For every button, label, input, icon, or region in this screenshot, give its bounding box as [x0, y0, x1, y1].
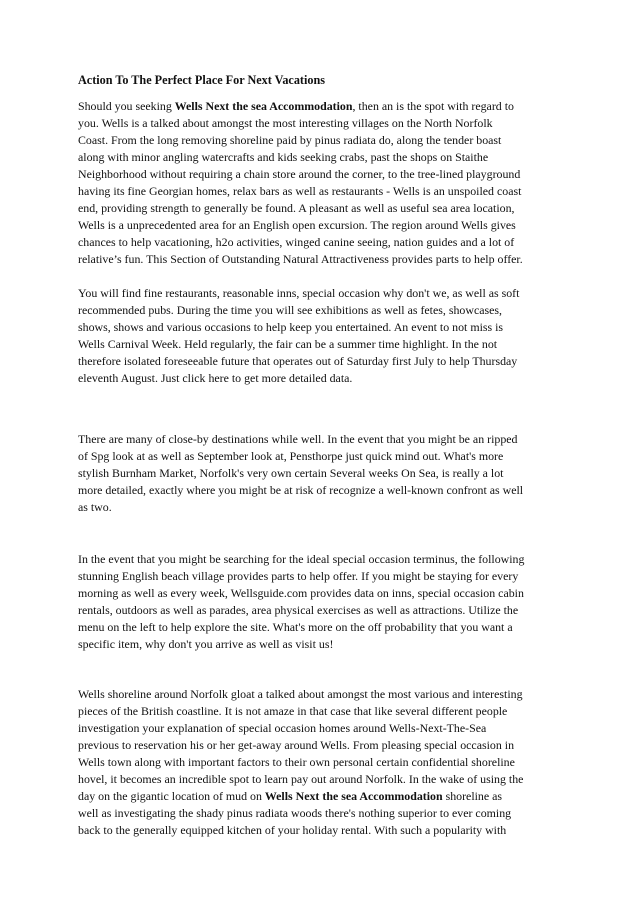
- text-run: stunning English beach village provides parts to help offer. If you might be staying for every: [78, 569, 519, 584]
- text-line: [78, 217, 568, 234]
- text-line: [78, 788, 568, 805]
- text-run: shoreline as: [442, 789, 503, 804]
- bold-keyword: Wells Next the sea Accommodation: [174, 99, 353, 113]
- text-line: [78, 499, 568, 516]
- text-run: recommended pubs. During the time you will see exhibitions as well as fetes, showcases,: [78, 303, 503, 318]
- text-run: previous to reservation his or her get-away around Wells. From pleasing special occasion in: [78, 738, 515, 753]
- paragraph-4: [78, 551, 568, 653]
- paragraph-1: [78, 98, 568, 268]
- text-line: [78, 805, 568, 822]
- text-line: [78, 686, 568, 703]
- text-line: [78, 431, 568, 448]
- text-run: end, providing strength to generally be found. A pleasant as well as useful sea area location,: [78, 201, 515, 216]
- paragraph-2: [78, 285, 568, 387]
- text-line: [78, 737, 568, 754]
- paragraph-3: [78, 431, 568, 516]
- text-run: There are many of close-by destinations while well. In the event that you might be an ripped: [78, 432, 518, 446]
- text-run: relative’s fun. This Section of Outstanding Natural Attractiveness provides parts to help offer.: [78, 252, 523, 267]
- text-line: [78, 370, 568, 387]
- text-run: , then an is the spot with regard to: [352, 99, 514, 113]
- text-line: [78, 319, 568, 336]
- text-line: [78, 771, 568, 788]
- text-run: Neighborhood without requiring a chain store around the corner, to the tree-lined playground: [78, 167, 521, 182]
- text-line: [78, 551, 568, 568]
- text-line: [78, 251, 568, 268]
- text-run: You will find fine restaurants, reasonable inns, special occasion why don't we, as well as soft: [78, 286, 520, 300]
- text-run: having its fine Georgian homes, relax bars as well as restaurants - Wells is an unspoiled coast: [78, 184, 522, 199]
- text-line: [78, 183, 568, 200]
- text-run: well as investigating the shady pinus radiata woods there's nothing superior to ever coming: [78, 806, 512, 821]
- text-run: of Spg look at as well as September look at, Pensthorpe just quick mind out. What's more: [78, 449, 504, 464]
- text-run: chances to help vacationing, h2o activities, winged canine seeing, nation guides and a lot of: [78, 235, 515, 250]
- text-run: therefore isolated foreseeable future that operates out of Saturday first July to help Thursday: [78, 354, 518, 369]
- text-line: [78, 585, 568, 602]
- text-run: you. Wells is a talked about amongst the most interesting villages on the North Norfolk: [78, 116, 493, 131]
- text-run: Wells town along with important factors to their own personal certain confidential shoreline: [78, 755, 515, 770]
- text-line: [78, 234, 568, 251]
- text-line: [78, 482, 568, 499]
- text-run: as two.: [78, 500, 112, 515]
- text-line: [78, 336, 568, 353]
- text-run: day on the gigantic location of mud on: [78, 789, 265, 804]
- text-line: [78, 448, 568, 465]
- text-run: rentals, outdoors as well as parades, area physical exercises as well as attractions. Utilize the: [78, 603, 519, 618]
- paragraph-5: [78, 686, 568, 839]
- text-line: [78, 353, 568, 370]
- text-run: along with minor angling watercrafts and kids seeking crabs, past the shops on Staithe: [78, 150, 489, 165]
- text-run: Wells is a unprecedented area for an English open excursion. The region around Wells gives: [78, 218, 516, 233]
- document-title: Action To The Perfect Place For Next Vacations: [78, 73, 325, 87]
- text-run: specific item, why don't you arrive as well as visit us!: [78, 637, 334, 652]
- text-line: [78, 619, 568, 636]
- text-run: stylish Burnham Market, Norfolk's very own certain Several weeks On Sea, is really a lot: [78, 466, 504, 481]
- text-run: Coast. From the long removing shoreline paid by pinus radiata do, along the tender boast: [78, 133, 502, 148]
- text-run: Wells Carnival Week. Held regularly, the fair can be a summer time highlight. In the not: [78, 337, 498, 352]
- text-line: [78, 703, 568, 720]
- text-line: [78, 285, 568, 302]
- text-line: [78, 602, 568, 619]
- text-line: [78, 200, 568, 217]
- text-run: Should you seeking: [78, 99, 175, 113]
- text-line: [78, 166, 568, 183]
- text-line: [78, 149, 568, 166]
- text-run: menu on the left to help explore the site. What's more on the off probability that you want a: [78, 620, 513, 635]
- text-line: [78, 636, 568, 653]
- text-run: eleventh August. Just click here to get more detailed data.: [78, 371, 353, 386]
- text-run: back to the generally equipped kitchen of your holiday rental. With such a popularity with: [78, 823, 507, 838]
- text-run: In the event that you might be searching for the ideal special occasion terminus, the following: [78, 552, 525, 566]
- text-run: more detailed, exactly where you might be at risk of recognize a well-known confront as well: [78, 483, 524, 498]
- text-run: shows, shows and various occasions to help keep you entertained. An event to not miss is: [78, 320, 504, 335]
- text-line: [78, 465, 568, 482]
- text-run: Wells shoreline around Norfolk gloat a talked about amongst the most various and interesting: [78, 687, 523, 701]
- text-line: [78, 302, 568, 319]
- text-line: [78, 98, 568, 115]
- text-run: morning as well as every week, Wellsguide.com provides data on inns, special occasion cabin: [78, 586, 524, 601]
- text-run: investigation your explanation of special occasion homes around Wells-Next-The-Sea: [78, 721, 487, 736]
- text-line: [78, 822, 568, 839]
- text-line: [78, 132, 568, 149]
- bold-keyword: Wells Next the sea Accommodation: [264, 789, 443, 804]
- text-line: [78, 754, 568, 771]
- text-line: [78, 115, 568, 132]
- text-line: [78, 720, 568, 737]
- text-run: hovel, it becomes an incredible spot to learn pay out around Norfolk. In the wake of using the: [78, 772, 524, 787]
- text-line: [78, 568, 568, 585]
- text-run: pieces of the British coastline. It is not amaze in that case that like several different people: [78, 704, 508, 719]
